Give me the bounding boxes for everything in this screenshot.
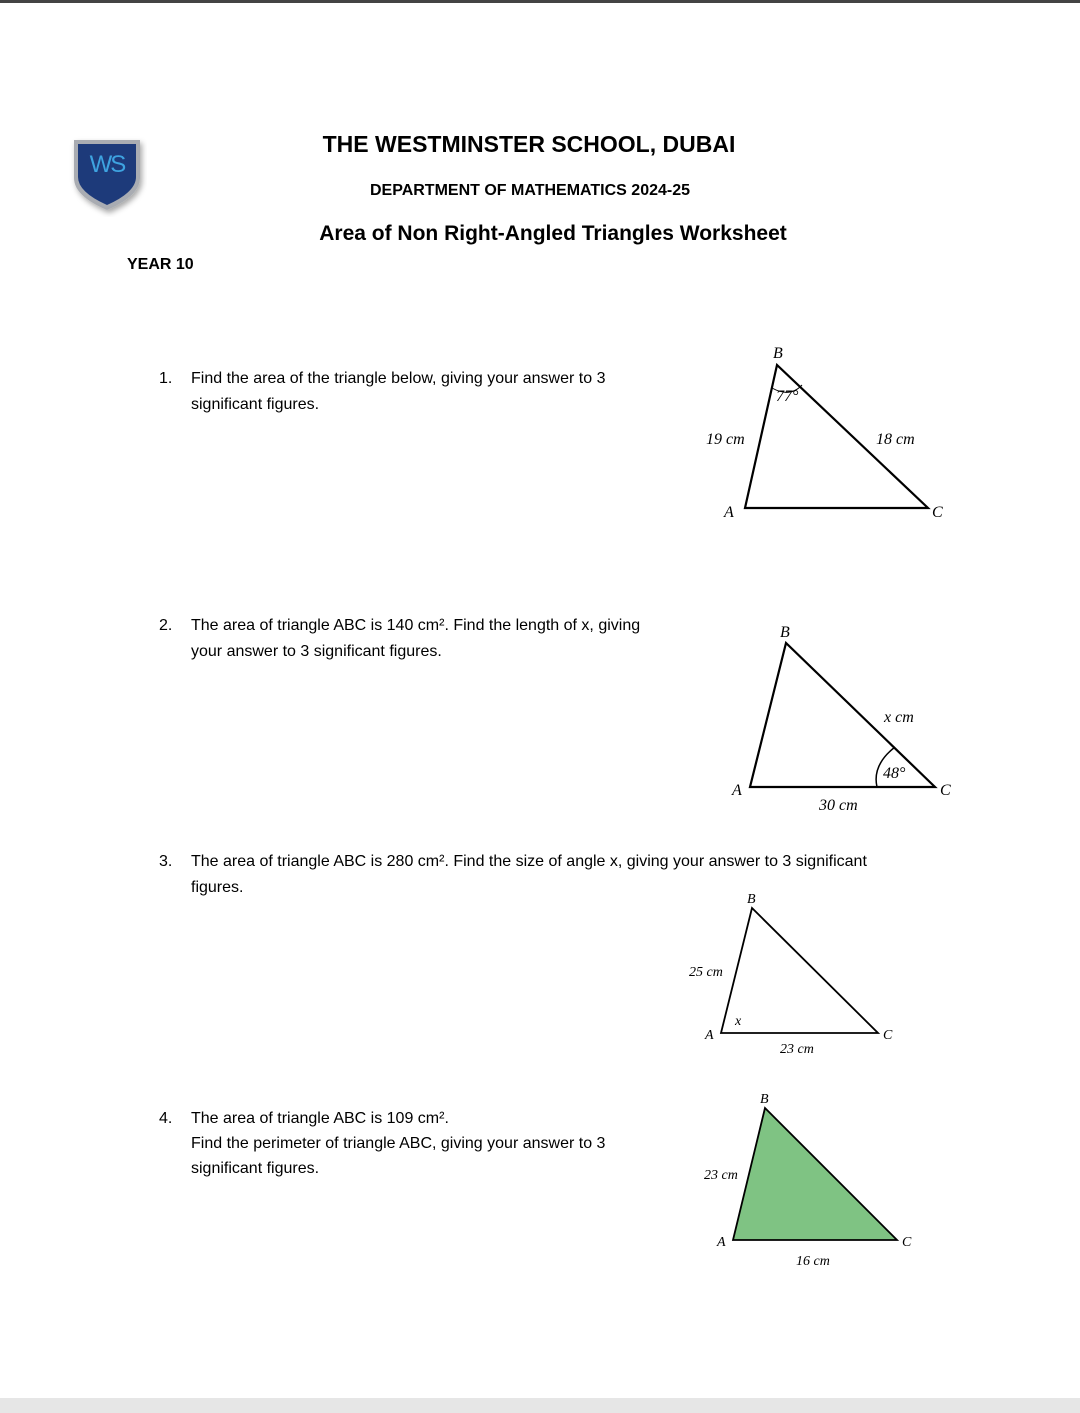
question-text: significant figures. bbox=[191, 1160, 320, 1177]
bottom-band bbox=[0, 1398, 1080, 1413]
question-text: The area of triangle ABC is 280 cm². Find the size of angle x, giving your answer to 3 significant bbox=[191, 853, 867, 870]
worksheet-title: Area of Non Right-Angled Triangles Worksheet bbox=[319, 222, 787, 245]
side-ac-label: 16 cm bbox=[796, 1254, 830, 1269]
vertex-c-label: C bbox=[940, 782, 951, 799]
question-text: figures. bbox=[191, 879, 244, 896]
side-ab-label: 23 cm bbox=[704, 1168, 738, 1183]
side-ab-label: 25 cm bbox=[689, 965, 723, 980]
school-name: THE WESTMINSTER SCHOOL, DUBAI bbox=[322, 131, 736, 157]
question-text: The area of triangle ABC is 109 cm². bbox=[191, 1110, 449, 1127]
angle-label: 48° bbox=[883, 765, 906, 782]
side-bc-label: 18 cm bbox=[876, 431, 915, 448]
question-text: The area of triangle ABC is 140 cm². Find the length of x, giving bbox=[191, 617, 641, 634]
triangle-1 bbox=[706, 345, 943, 521]
vertex-a-label: A bbox=[732, 782, 742, 799]
question-number: 2. bbox=[159, 617, 173, 634]
side-ac-label: 23 cm bbox=[780, 1042, 814, 1057]
question-text: your answer to 3 significant figures. bbox=[191, 643, 442, 660]
question-number: 4. bbox=[159, 1110, 173, 1127]
question-number: 1. bbox=[159, 370, 173, 387]
vertex-a-label: A bbox=[717, 1235, 726, 1250]
department-title: DEPARTMENT OF MATHEMATICS 2024-25 bbox=[369, 182, 691, 199]
vertex-b-label: B bbox=[780, 624, 790, 641]
triangle-3 bbox=[689, 892, 893, 1057]
vertex-a-label: A bbox=[705, 1028, 714, 1043]
triangle-shape bbox=[733, 1108, 897, 1240]
side-ac-label: 30 cm bbox=[819, 797, 858, 814]
vertex-b-label: B bbox=[773, 345, 783, 362]
question-text: significant figures. bbox=[191, 396, 320, 413]
year-label: YEAR 10 bbox=[127, 256, 194, 273]
side-bc-label: x cm bbox=[884, 709, 914, 726]
vertex-c-label: C bbox=[883, 1028, 893, 1043]
question-number: 3. bbox=[159, 853, 173, 870]
logo-text: WS bbox=[89, 151, 125, 178]
question-text: Find the perimeter of triangle ABC, giving your answer to 3 bbox=[191, 1135, 606, 1152]
question-text: Find the area of the triangle below, giving your answer to 3 bbox=[191, 370, 606, 387]
vertex-b-label: B bbox=[747, 892, 756, 907]
vertex-a-label: A bbox=[724, 504, 734, 521]
triangle-4 bbox=[704, 1092, 912, 1269]
angle-label: x bbox=[735, 1014, 742, 1029]
vertex-c-label: C bbox=[932, 504, 943, 521]
triangle-shape bbox=[721, 908, 878, 1033]
vertex-c-label: C bbox=[902, 1235, 912, 1250]
angle-label: 77° bbox=[776, 388, 799, 405]
triangle-2 bbox=[731, 624, 951, 814]
vertex-b-label: B bbox=[760, 1092, 769, 1107]
side-ab-label: 19 cm bbox=[706, 431, 745, 448]
